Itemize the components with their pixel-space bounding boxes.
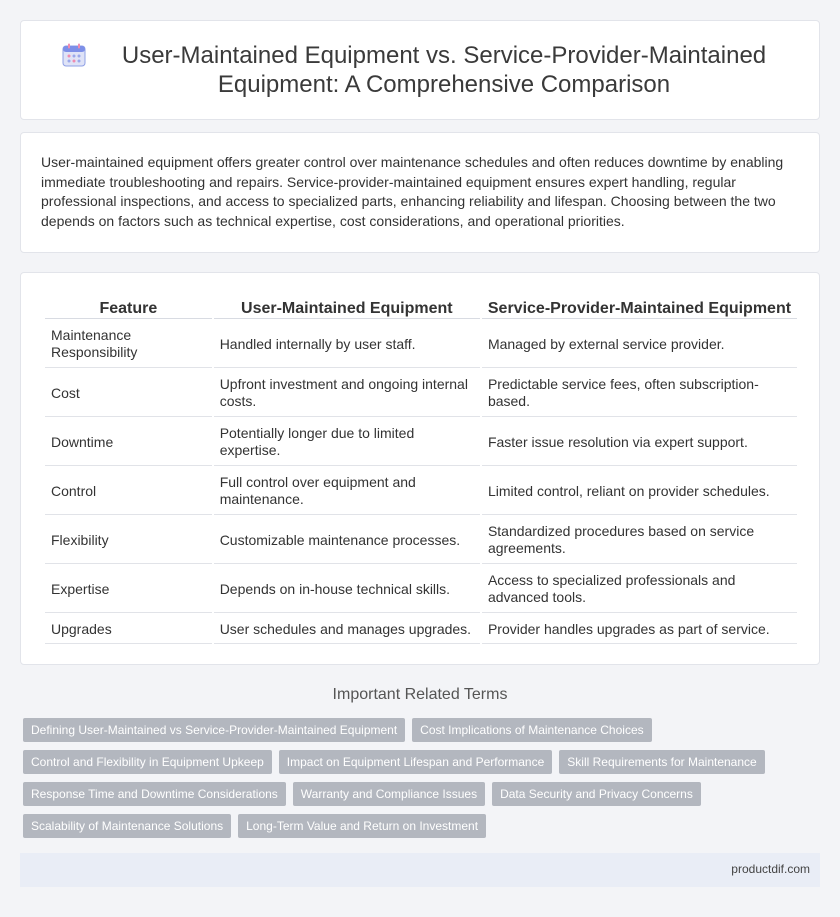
footer-site-link[interactable]: productdif.com [731, 862, 810, 876]
table-row [45, 468, 797, 515]
calendar-icon [61, 42, 87, 68]
table-row [45, 370, 797, 417]
related-terms-heading: Important Related Terms [332, 686, 508, 703]
table-row [45, 566, 797, 613]
tag-row [23, 750, 803, 774]
provider-cell: Access to specialized professionals and advanced tools. [482, 566, 797, 613]
tag-link[interactable]: Warranty and Compliance Issues [293, 782, 485, 806]
provider-cell: Managed by external service provider. [482, 321, 797, 368]
related-terms-tags [23, 718, 803, 846]
tag-link[interactable]: Scalability of Maintenance Solutions [23, 814, 231, 838]
tag-link[interactable]: Data Security and Privacy Concerns [492, 782, 701, 806]
comparison-card [20, 272, 820, 665]
feature-cell: Control [45, 468, 212, 515]
intro-text: User-maintained equipment offers greater control over maintenance schedules and often reduces downtime by enabling immediate troubleshooting and repairs. Service-provider-maintained equipment ensures expert handling, regular professional inspections, and access to specialized parts, enhancing reliability and lifespan. Choosing between the two depends on factors such as technical expertise, cost considerations, and operational priorities. [41, 154, 784, 229]
tag-link[interactable]: Cost Implications of Maintenance Choices [412, 718, 651, 742]
provider-cell: Standardized procedures based on service agreements. [482, 517, 797, 564]
table-row [45, 615, 797, 644]
header-card [20, 20, 820, 120]
header-service-provider: Service-Provider-Maintained Equipment [482, 297, 797, 319]
tag-row [23, 814, 803, 838]
feature-cell: Downtime [45, 419, 212, 466]
provider-cell: Faster issue resolution via expert support. [482, 419, 797, 466]
user-cell: Customizable maintenance processes. [214, 517, 480, 564]
intro-card [20, 132, 820, 253]
table-row [45, 419, 797, 466]
provider-cell: Limited control, reliant on provider schedules. [482, 468, 797, 515]
tag-link[interactable]: Long-Term Value and Return on Investment [238, 814, 486, 838]
tag-row [23, 718, 803, 742]
provider-cell: Provider handles upgrades as part of service. [482, 615, 797, 644]
tag-link[interactable]: Impact on Equipment Lifespan and Performance [279, 750, 552, 774]
header-user-maintained: User-Maintained Equipment [214, 297, 480, 319]
feature-cell: Maintenance Responsibility [45, 321, 212, 368]
user-cell: Depends on in-house technical skills. [214, 566, 480, 613]
user-cell: Potentially longer due to limited expertise. [214, 419, 480, 466]
feature-cell: Upgrades [45, 615, 212, 644]
table-row [45, 321, 797, 368]
page-title: User-Maintained Equipment vs. Service-Provider-Maintained Equipment: A Comprehensive Comparison [121, 42, 767, 98]
tag-link[interactable]: Control and Flexibility in Equipment Upkeep [23, 750, 272, 774]
tag-link[interactable]: Defining User-Maintained vs Service-Provider-Maintained Equipment [23, 718, 405, 742]
tag-link[interactable]: Skill Requirements for Maintenance [559, 750, 764, 774]
provider-cell: Predictable service fees, often subscription-based. [482, 370, 797, 417]
header-feature: Feature [45, 297, 212, 319]
feature-cell: Flexibility [45, 517, 212, 564]
tag-row [23, 782, 803, 806]
table-row [45, 517, 797, 564]
table-header-row [45, 297, 797, 319]
feature-cell: Cost [45, 370, 212, 417]
feature-cell: Expertise [45, 566, 212, 613]
user-cell: Upfront investment and ongoing internal costs. [214, 370, 480, 417]
user-cell: Handled internally by user staff. [214, 321, 480, 368]
comparison-table [43, 295, 799, 646]
footer [20, 853, 820, 887]
user-cell: User schedules and manages upgrades. [214, 615, 480, 644]
user-cell: Full control over equipment and maintenance. [214, 468, 480, 515]
tag-link[interactable]: Response Time and Downtime Considerations [23, 782, 286, 806]
